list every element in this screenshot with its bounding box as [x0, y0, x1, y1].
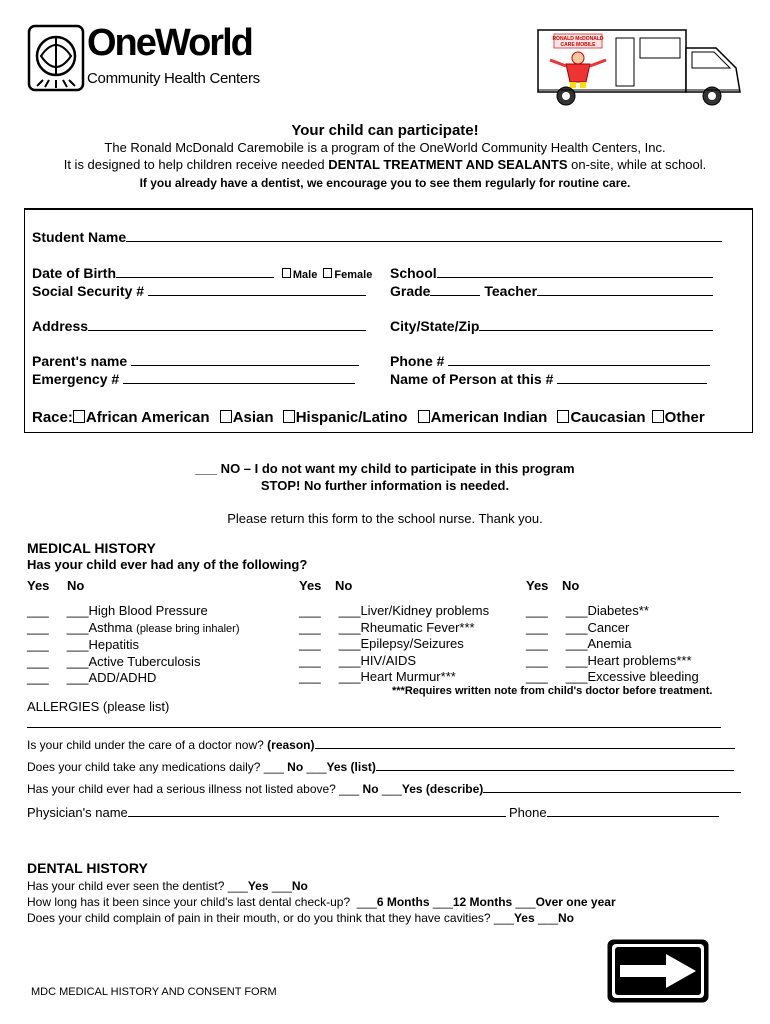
doctor-reason-label: (reason) — [267, 738, 315, 752]
list-item: ___ ___High Blood Pressure — [27, 603, 208, 618]
physician-row — [27, 805, 506, 820]
return-instructions: Please return this form to the school nurse. Thank you. — [227, 511, 543, 526]
city-field[interactable] — [479, 330, 713, 331]
col2-yes-header: Yes — [299, 578, 322, 593]
ssn-row — [32, 283, 366, 299]
medications-row: Does your child take any medications daily? ___ No ___Yes (list) — [27, 760, 734, 774]
phone-label: Phone # — [390, 353, 445, 369]
dob-field[interactable] — [116, 277, 274, 278]
optout-line-2: STOP! No further information is needed. — [260, 478, 510, 493]
list-item: ___ ___Epilepsy/Seizures — [299, 636, 464, 651]
physician-phone-field[interactable] — [547, 816, 719, 817]
dental-history-title: DENTAL HISTORY — [27, 860, 148, 876]
medications-question: Does your child take any medications daily? — [27, 760, 261, 774]
grade-field[interactable] — [430, 295, 480, 296]
allergies-field[interactable] — [27, 727, 721, 728]
list-item: ___ ___Active Tuberculosis — [27, 653, 201, 669]
logo-subtitle: Community Health Centers — [87, 70, 260, 87]
caremobile-van-icon — [536, 24, 744, 110]
dental-q2-row: How long has it been since your child's last dental check-up? ___6 Months ___12 Months ___Over one year — [27, 895, 616, 909]
race-american-indian: American Indian — [430, 409, 548, 426]
city-label: City/State/Zip — [390, 318, 480, 334]
list-item: ___ ___Anemia — [526, 636, 632, 651]
medical-history-title: MEDICAL HISTORY — [27, 540, 156, 556]
race-checkbox-hispanic[interactable] — [283, 410, 295, 423]
medical-col-3 — [526, 603, 699, 686]
grade-row — [390, 283, 713, 299]
race-asian: Asian — [232, 409, 274, 426]
race-other: Other — [664, 409, 705, 426]
doctor-reason-field[interactable] — [315, 748, 735, 749]
female-checkbox[interactable] — [323, 268, 332, 278]
emergency-row — [32, 371, 355, 387]
race-label: Race: — [32, 409, 73, 426]
dental-q3-row: Does your child complain of pain in their mouth, or do you think that they have cavities? ___Yes ___No — [27, 911, 575, 925]
list-item: ___ ___Cancer — [526, 619, 630, 635]
list-item: ___ ___Diabetes** — [526, 603, 649, 618]
medical-col-2 — [299, 603, 489, 686]
intro-line-2c: on-site, while at school. — [567, 157, 707, 172]
intro-line-3: If you already have a dentist, we encourage you to see them regularly for routine care. — [139, 176, 631, 190]
race-checkbox-other[interactable] — [652, 410, 664, 423]
contact-field[interactable] — [557, 383, 707, 384]
list-item: ___ ___Liver/Kidney problems — [299, 603, 490, 618]
parent-row — [32, 353, 359, 369]
school-field[interactable] — [437, 277, 713, 278]
city-row — [390, 318, 713, 334]
intro-line-2b: DENTAL TREATMENT AND SEALANTS — [328, 157, 568, 172]
physician-label: Physician's name — [27, 805, 128, 820]
next-page-arrow-icon[interactable] — [606, 938, 710, 1004]
parent-field[interactable] — [131, 365, 359, 366]
van-label-1: RONALD McDONALD — [552, 36, 604, 42]
grade-label: Grade — [390, 283, 431, 299]
list-item: ___ ___HIV/AIDS — [299, 652, 417, 668]
emergency-field[interactable] — [123, 383, 355, 384]
illness-field[interactable] — [483, 792, 741, 793]
student-name-label: Student Name — [32, 229, 127, 245]
race-checkbox-african-american[interactable] — [73, 410, 85, 423]
race-hispanic: Hispanic/Latino — [295, 409, 408, 426]
parent-label: Parent's name — [32, 353, 128, 369]
col1-yes-header: Yes — [27, 578, 50, 593]
address-row — [32, 318, 366, 334]
race-row — [32, 409, 705, 426]
race-checkbox-caucasian[interactable] — [557, 410, 569, 423]
physician-field[interactable] — [128, 816, 506, 817]
intro-line-1: The Ronald McDonald Caremobile is a program of the OneWorld Community Health Centers, Inc. — [104, 140, 666, 155]
headline: Your child can participate! — [291, 122, 479, 139]
medical-question: Has your child ever had any of the following? — [27, 557, 308, 572]
logo — [27, 22, 260, 96]
doctor-question-row — [27, 738, 735, 752]
globe-logo-icon — [27, 24, 85, 92]
emergency-label: Emergency # — [32, 371, 120, 387]
allergies-label: ALLERGIES (please list) — [27, 699, 170, 714]
doctor-question: Is your child under the care of a doctor now? — [27, 738, 264, 752]
address-label: Address — [32, 318, 89, 334]
phone-row — [390, 353, 710, 369]
race-african-american: African American — [85, 409, 210, 426]
dental-q1-row: Has your child ever seen the dentist? ___Yes ___No — [27, 879, 308, 893]
list-item: ___ ___Asthma (please bring inhaler) — [27, 619, 240, 635]
race-checkbox-asian[interactable] — [220, 410, 232, 423]
physician-phone-label: Phone — [509, 805, 547, 820]
form-name: MDC MEDICAL HISTORY AND CONSENT FORM — [31, 986, 277, 998]
teacher-label: Teacher — [484, 283, 538, 299]
race-caucasian: Caucasian — [570, 409, 646, 426]
phone-field[interactable] — [448, 365, 710, 366]
list-item: ___ ___Rheumatic Fever*** — [299, 619, 475, 635]
list-item: ___ ___ADD/ADHD — [27, 670, 157, 685]
footnote: ***Requires written note from child's doctor before treatment. — [392, 685, 713, 697]
list-item: ___ ___Heart problems*** — [526, 652, 692, 668]
contact-label: Name of Person at this # — [390, 371, 554, 387]
dental-q1: Has your child ever seen the dentist? — [27, 879, 225, 893]
illness-row: Has your child ever had a serious illness not listed above? ___ No ___Yes (describe) — [27, 782, 741, 796]
male-label: Male — [292, 269, 318, 281]
illness-question: Has your child ever had a serious illness not listed above? — [27, 782, 336, 796]
ssn-label: Social Security # — [32, 283, 145, 299]
col3-yes-header: Yes — [526, 578, 549, 593]
female-label: Female — [334, 269, 373, 281]
teacher-field[interactable] — [537, 295, 713, 296]
list-item: ___ ___Hepatitis — [27, 637, 140, 652]
medications-field[interactable] — [376, 770, 734, 771]
address-field[interactable] — [88, 330, 366, 331]
physician-phone-row — [509, 805, 719, 820]
intro-line-2 — [0, 157, 770, 172]
logo-name: OneWorld — [87, 22, 252, 64]
contact-row — [390, 371, 707, 387]
dental-q3: Does your child complain of pain in their mouth, or do you think that they have cavities? — [27, 911, 491, 925]
student-name-row — [32, 229, 732, 245]
col3-no-header: No — [562, 578, 580, 593]
race-checkbox-american-indian[interactable] — [418, 410, 430, 423]
school-row — [390, 265, 713, 281]
list-item: ___ ___Heart Murmur*** — [299, 669, 456, 684]
male-checkbox[interactable] — [282, 268, 291, 278]
col1-no-header: No — [67, 578, 85, 593]
medical-col-1 — [27, 603, 240, 687]
optout-line-1: ___ NO – I do not want my child to participate in this program — [195, 461, 575, 476]
dob-label: Date of Birth — [32, 265, 116, 281]
dental-q2: How long has it been since your child's last dental check-up? — [27, 895, 351, 909]
ssn-field[interactable] — [148, 295, 366, 296]
dob-row — [32, 265, 372, 281]
col2-no-header: No — [335, 578, 353, 593]
student-name-field[interactable] — [126, 241, 722, 242]
school-label: School — [390, 265, 437, 281]
list-item: ___ ___Excessive bleeding — [526, 669, 699, 684]
van-label-2: CARE MOBILE — [560, 42, 596, 48]
intro-line-2a: It is designed to help children receive needed — [63, 157, 329, 172]
